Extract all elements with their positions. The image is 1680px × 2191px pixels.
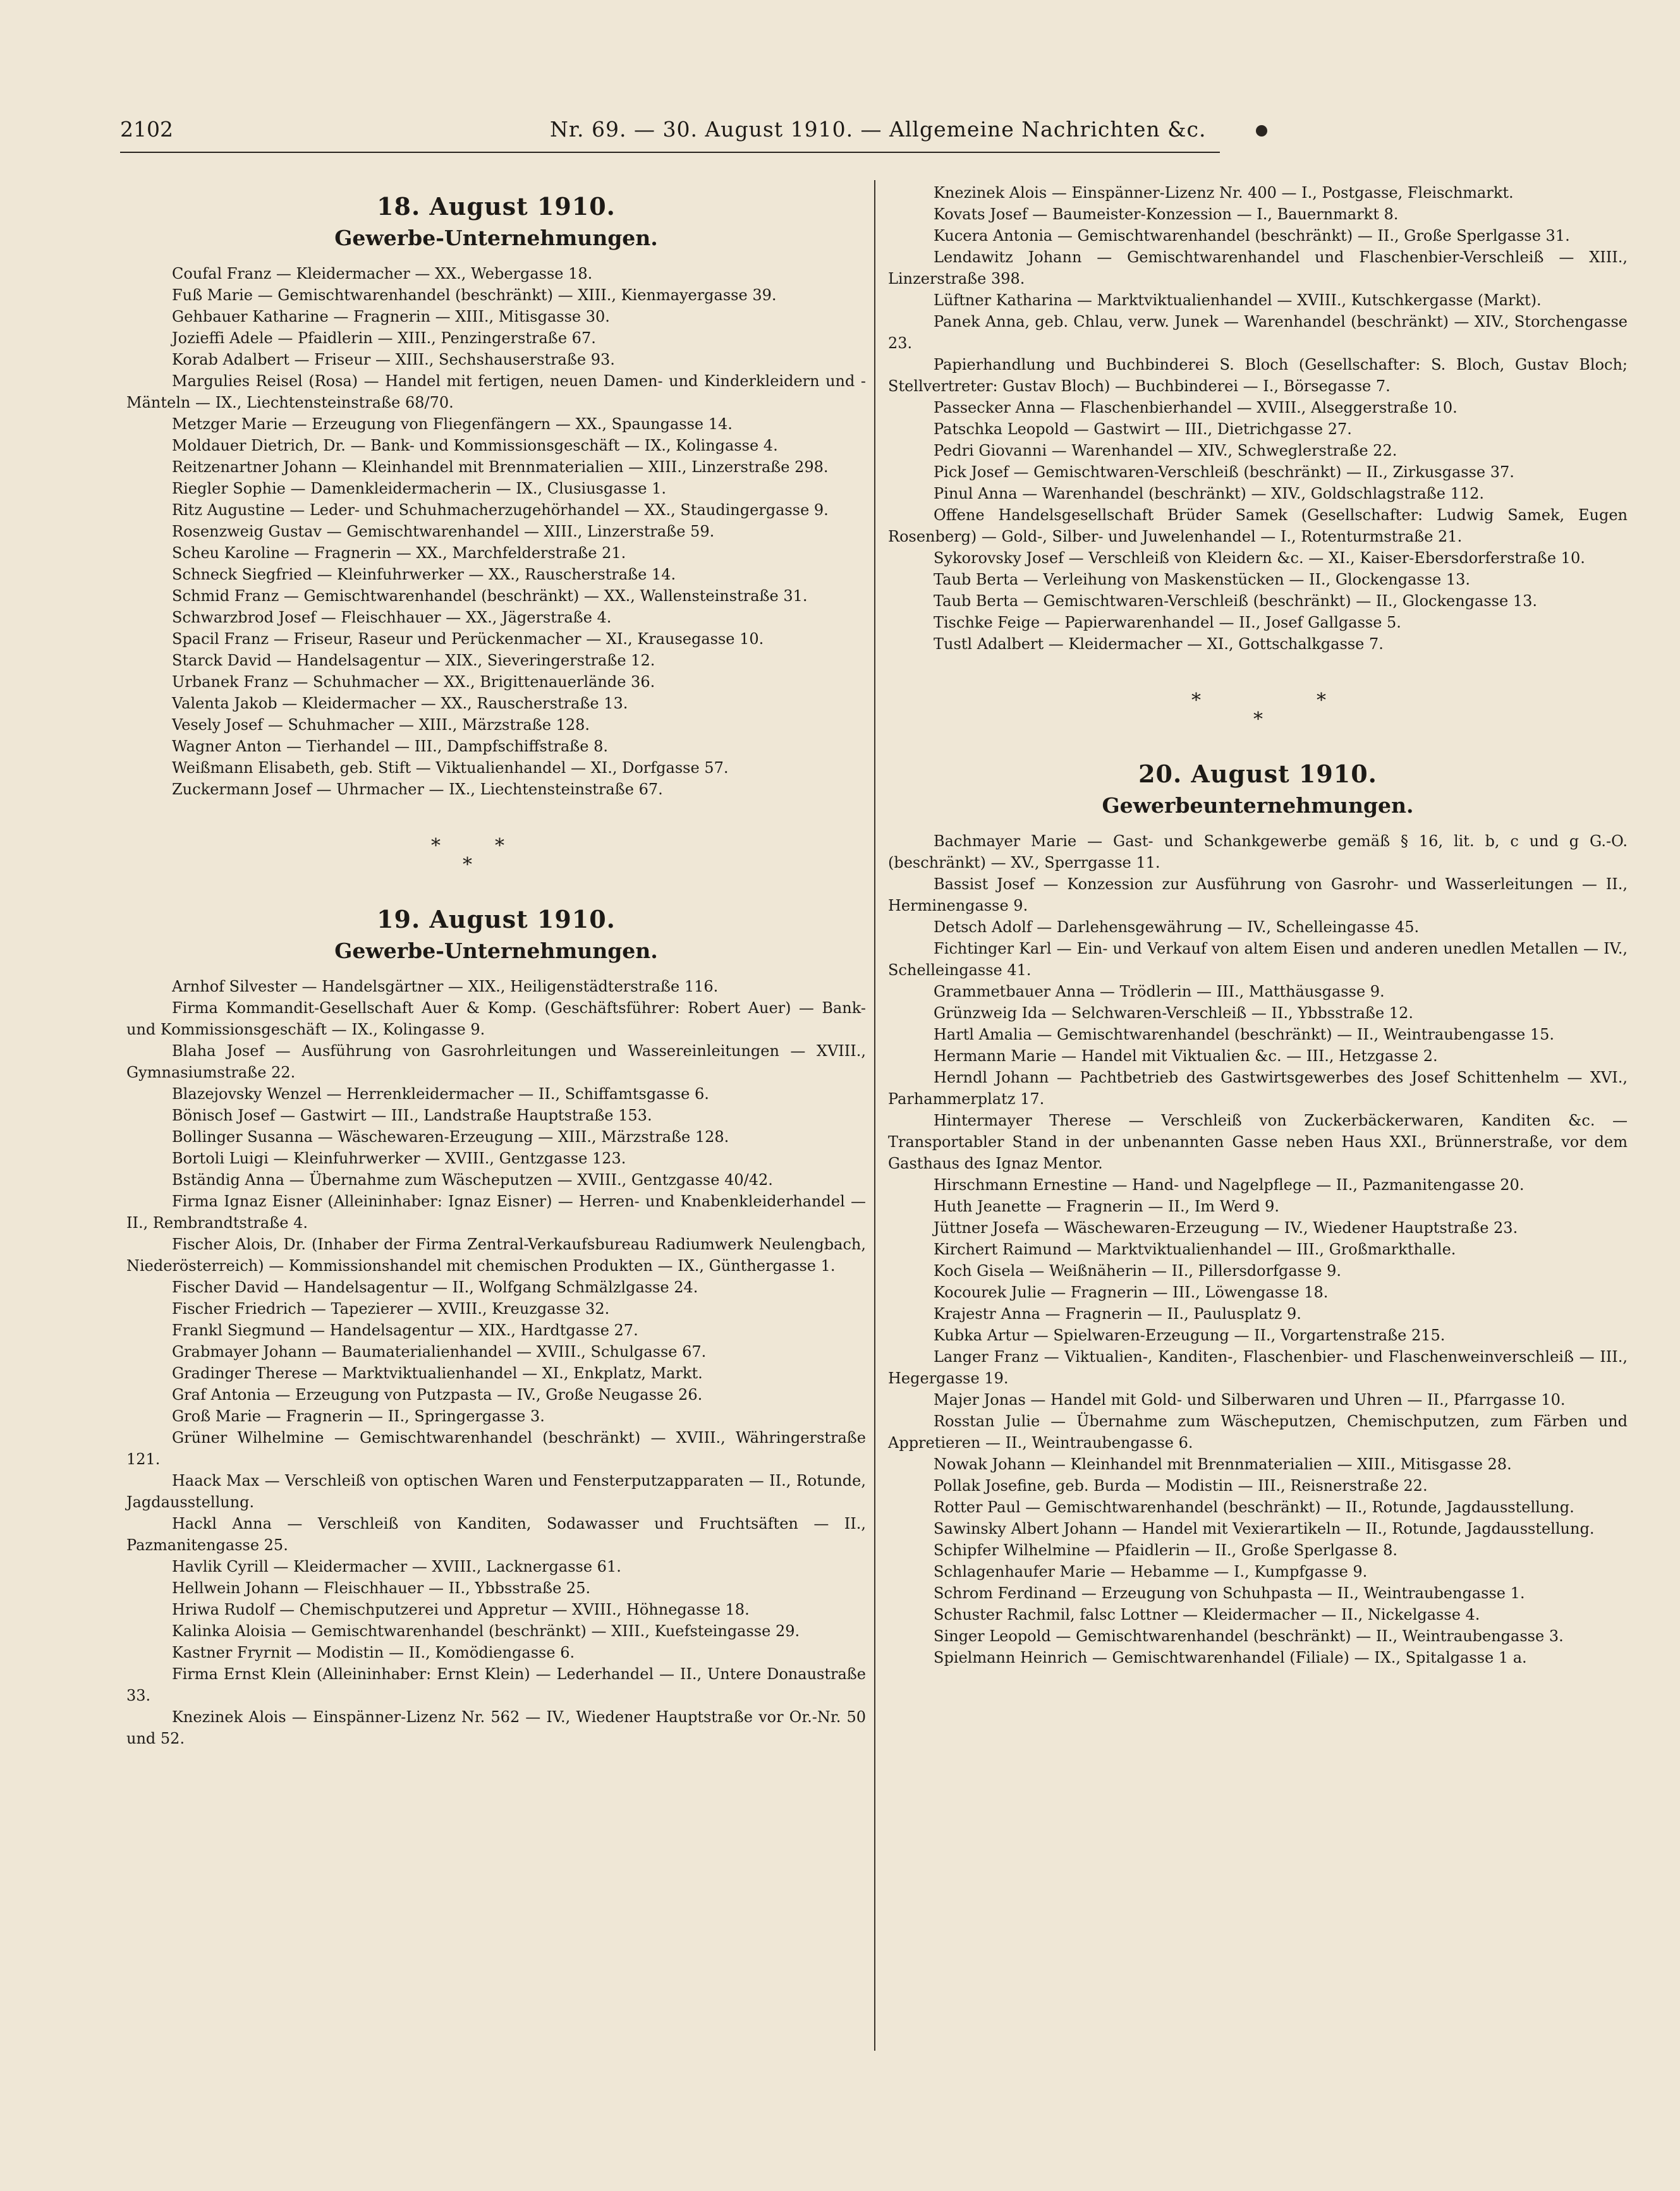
list-item: Zuckermann Josef — Uhrmacher — IX., Liechtensteinstraße 67. [172,780,663,798]
list-item: Hermann Marie — Handel mit Viktualien &c. — III., Hetzgasse 2. [934,1047,1438,1065]
list-item: Bönisch Josef — Gastwirt — III., Landstraße Hauptstraße 153. [172,1107,652,1124]
star: * [1253,708,1263,731]
separator-stars [888,655,1628,750]
list-item: Koch Gisela — Weißnäherin — II., Pillersdorfgasse 9. [934,1262,1341,1280]
list-item: Valenta Jakob — Kleidermacher — XX., Rauscherstraße 13. [172,695,628,712]
list-item: Schlagenhaufer Marie — Hebamme — I., Kumpfgasse 9. [934,1563,1368,1581]
list-item: Fischer Alois, Dr. (Inhaber der Firma Zentral-Verkaufsbureau Radiumwerk Neulengbach, Niederösterreich) — Kommissionshandel mit chemischen Produkten — IX., Günthergasse 1. [126,1235,866,1275]
list-item: Bständig Anna — Übernahme zum Wäscheputzen — XVIII., Gentzgasse 40/42. [172,1171,773,1189]
list-item: Hintermayer Therese — Verschleiß von Zuckerbäckerwaren, Kanditen &c. — Transportabler Stand in der unbenannten Gasse neben Haus XXI., Brünnerstraße, vor dem Gasthaus des Ignaz Mentor. [888,1112,1628,1172]
right-column [888,182,1628,1668]
list-item: Schmid Franz — Gemischtwarenhandel (beschränkt) — XX., Wallensteinstraße 31. [172,587,808,605]
list-item: Haack Max — Verschleiß von optischen Waren und Fensterputzapparaten — II., Rotunde, Jagdausstellung. [126,1472,866,1511]
list-item: Arnhof Silvester — Handelsgärtner — XIX., Heiligenstädterstraße 116. [172,978,719,995]
list-item: Fuß Marie — Gemischtwarenhandel (beschränkt) — XIII., Kienmayergasse 39. [172,286,777,304]
list-item: Tischke Feige — Papierwarenhandel — II., Josef Gallgasse 5. [934,614,1401,631]
list-item: Korab Adalbert — Friseur — XIII., Sechshauserstraße 93. [172,351,615,368]
list-item: Blaha Josef — Ausführung von Gasrohrleitungen und Wassereinleitungen — XVIII., Gymnasiumstraße 22. [126,1042,866,1081]
list-item: Kirchert Raimund — Marktviktualienhandel — III., Großmarkthalle. [934,1241,1456,1258]
list-item: Papierhandlung und Buchbinderei S. Bloch (Gesellschafter: S. Bloch, Gustav Bloch; Stellvertreter: Gustav Bloch) — Buchbinderei — I., Börsegasse 7. [888,356,1628,395]
ink-spot [1256,125,1267,137]
list-item: Coufal Franz — Kleidermacher — XX., Webergasse 18. [172,265,593,282]
list-item: Pedri Giovanni — Warenhandel — XIV., Schweglerstraße 22. [934,442,1397,459]
list-item: Jozieffi Adele — Pfaidlerin — XIII., Penzingerstraße 67. [172,329,596,347]
list-item: Margulies Reisel (Rosa) — Handel mit fertigen, neuen Damen- und Kinderkleidern und -Mänteln — IX., Liechtensteinstraße 68/70. [126,372,866,411]
list-item: Bassist Josef — Konzession zur Ausführung von Gasrohr- und Wasserleitungen — II., Herminengasse 9. [888,875,1628,914]
list-item: Rotter Paul — Gemischtwarenhandel (beschränkt) — II., Rotunde, Jagdausstellung. [934,1498,1574,1516]
list-item: Havlik Cyrill — Kleidermacher — XVIII., Lacknergasse 61. [172,1558,621,1575]
list-item: Lüftner Katharina — Marktviktualienhandel — XVIII., Kutschkergasse (Markt). [934,291,1542,309]
list-item: Graf Antonia — Erzeugung von Putzpasta — IV., Große Neugasse 26. [172,1386,703,1404]
list-item: Patschka Leopold — Gastwirt — III., Dietrichgasse 27. [934,420,1352,438]
list-item: Schuster Rachmil, falsc Lottner — Kleidermacher — II., Nickelgasse 4. [934,1606,1480,1624]
list-item: Kastner Fryrnit — Modistin — II., Komödiengasse 6. [172,1644,575,1661]
section-heading-19: Gewerbe-Unternehmungen. [334,938,658,963]
column-divider [874,180,875,2051]
list-item: Wagner Anton — Tierhandel — III., Dampfschiffstraße 8. [172,737,609,755]
list-item: Starck David — Handelsagentur — XIX., Sieveringerstraße 12. [172,652,655,669]
list-item: Kocourek Julie — Fragnerin — III., Löwengasse 18. [934,1284,1329,1301]
list-item: Knezinek Alois — Einspänner-Lizenz Nr. 562 — IV., Wiedener Hauptstraße vor Or.-Nr. 50 und 52. [126,1708,866,1747]
list-item: Passecker Anna — Flaschenbierhandel — XVIII., Alseggerstraße 10. [934,399,1458,416]
page-number: 2102 [120,117,173,142]
list-item: Bollinger Susanna — Wäschewaren-Erzeugung — XIII., Märzstraße 128. [172,1128,729,1146]
section-heading-18: Gewerbe-Unternehmungen. [334,226,658,250]
list-item: Moldauer Dietrich, Dr. — Bank- und Kommissionsgeschäft — IX., Kolingasse 4. [172,437,778,454]
header-title: Nr. 69. — 30. August 1910. — Allgemeine Nachrichten &c. [550,117,1207,142]
list-item: Groß Marie — Fragnerin — II., Springergasse 3. [172,1407,545,1425]
list-item: Riegler Sophie — Damenkleidermacherin — IX., Clusiusgasse 1. [172,480,667,497]
list-item: Urbanek Franz — Schuhmacher — XX., Brigittenauerlände 36. [172,673,655,691]
list-item: Huth Jeanette — Fragnerin — II., Im Werd 9. [934,1198,1279,1215]
list-item: Sykorovsky Josef — Verschleiß von Kleidern &c. — XI., Kaiser-Ebersdorferstraße 10. [934,549,1585,567]
list-item: Singer Leopold — Gemischtwarenhandel (beschränkt) — II., Weintraubengasse 3. [934,1627,1564,1645]
entries-continued [888,182,1628,655]
list-item: Hartl Amalia — Gemischtwarenhandel (beschränkt) — II., Weintraubengasse 15. [934,1026,1555,1043]
list-item: Grüner Wilhelmine — Gemischtwarenhandel (beschränkt) — XVIII., Währingerstraße 121. [126,1429,866,1468]
entries-18 [126,263,866,800]
date-heading-20: 20. August 1910. [1138,760,1377,788]
list-item: Firma Ignaz Eisner (Alleininhaber: Ignaz Eisner) — Herren- und Knabenkleiderhandel — II., Rembrandtstraße 4. [126,1193,866,1232]
list-item: Kalinka Aloisia — Gemischtwarenhandel (beschränkt) — XIII., Kuefsteingasse 29. [172,1622,800,1640]
list-item: Weißmann Elisabeth, geb. Stift — Viktualienhandel — XI., Dorfgasse 57. [172,759,729,777]
list-item: Jüttner Josefa — Wäschewaren-Erzeugung — IV., Wiedener Hauptstraße 23. [934,1219,1518,1237]
star: * [463,854,472,876]
list-item: Vesely Josef — Schuhmacher — XIII., Märzstraße 128. [172,716,590,734]
list-item: Reitzenartner Johann — Kleinhandel mit Brennmaterialien — XIII., Linzerstraße 298. [172,458,829,476]
list-item: Blazejovsky Wenzel — Herrenkleidermacher — II., Schiffamtsgasse 6. [172,1085,709,1103]
list-item: Krajestr Anna — Fragnerin — II., Paulusplatz 9. [934,1305,1301,1323]
date-heading-18: 18. August 1910. [377,192,616,221]
list-item: Hackl Anna — Verschleiß von Kanditen, Sodawasser und Fruchtsäften — II., Pazmanitengasse 25. [126,1515,866,1554]
date-heading-19: 19. August 1910. [377,905,616,933]
list-item: Fichtinger Karl — Ein- und Verkauf von altem Eisen und anderen unedlen Metallen — IV., Schelleingasse 41. [888,940,1628,979]
list-item: Offene Handelsgesellschaft Brüder Samek (Gesellschafter: Ludwig Samek, Eugen Rosenberg) — Gold-, Silber- und Juwelenhandel — I., Rotenturmstraße 21. [888,506,1628,545]
list-item: Frankl Siegmund — Handelsagentur — XIX., Hardtgasse 27. [172,1321,638,1339]
list-item: Gradinger Therese — Marktviktualienhandel — XI., Enkplatz, Markt. [172,1364,703,1382]
list-item: Spacil Franz — Friseur, Raseur und Perückenmacher — XI., Krausegasse 10. [172,630,764,648]
list-item: Schwarzbrod Josef — Fleischhauer — XX., Jägerstraße 4. [172,609,612,626]
star: * [1191,689,1201,712]
list-item: Firma Kommandit-Gesellschaft Auer & Komp. (Geschäftsführer: Robert Auer) — Bank- und Kommissionsgeschäft — IX., Kolingasse 9. [126,999,866,1038]
list-item: Tustl Adalbert — Kleidermacher — XI., Gottschalkgasse 7. [934,635,1384,653]
list-item: Schrom Ferdinand — Erzeugung von Schuhpasta — II., Weintraubengasse 1. [934,1584,1525,1602]
list-item: Fischer David — Handelsagentur — II., Wolfgang Schmälzlgasse 24. [172,1278,698,1296]
list-item: Fischer Friedrich — Tapezierer — XVIII., Kreuzgasse 32. [172,1300,610,1318]
list-item: Gehbauer Katharine — Fragnerin — XIII., Mitisgasse 30. [172,308,610,325]
list-item: Rosenzweig Gustav — Gemischtwarenhandel — XIII., Linzerstraße 59. [172,523,715,540]
list-item: Spielmann Heinrich — Gemischtwarenhandel (Filiale) — IX., Spitalgasse 1 a. [934,1649,1527,1666]
list-item: Herndl Johann — Pachtbetrieb des Gastwirtsgewerbes des Josef Schittenhelm — XVI., Parhammerplatz 17. [888,1069,1628,1108]
page-header [120,107,1220,153]
separator-stars [126,800,866,895]
list-item: Sawinsky Albert Johann — Handel mit Vexierartikeln — II., Rotunde, Jagdausstellung. [934,1520,1595,1538]
list-item: Scheu Karoline — Fragnerin — XX., Marchfelderstraße 21. [172,544,626,562]
list-item: Panek Anna, geb. Chlau, verw. Junek — Warenhandel (beschränkt) — XIV., Storchengasse 23. [888,313,1628,352]
list-item: Grünzweig Ida — Selchwaren-Verschleiß — II., Ybbsstraße 12. [934,1004,1413,1022]
list-item: Grabmayer Johann — Baumaterialienhandel — XVIII., Schulgasse 67. [172,1343,707,1361]
list-item: Ritz Augustine — Leder- und Schuhmacherzugehörhandel — XX., Staudingergasse 9. [172,501,829,519]
list-item: Lendawitz Johann — Gemischtwarenhandel und Flaschenbier-Verschleiß — XIII., Linzerstraße 398. [888,248,1628,288]
list-item: Hellwein Johann — Fleischhauer — II., Ybbsstraße 25. [172,1579,591,1597]
entries-19 [126,976,866,1749]
list-item: Bortoli Luigi — Kleinfuhrwerker — XVIII., Gentzgasse 123. [172,1150,626,1167]
list-item: Kubka Artur — Spielwaren-Erzeugung — II., Vorgartenstraße 215. [934,1326,1446,1344]
list-item: Rosstan Julie — Übernahme zum Wäscheputzen, Chemischputzen, zum Färben und Appretieren — II., Weintraubengasse 6. [888,1412,1628,1452]
list-item: Schipfer Wilhelmine — Pfaidlerin — II., Große Sperlgasse 8. [934,1541,1397,1559]
list-item: Pick Josef — Gemischtwaren-Verschleiß (beschränkt) — II., Zirkusgasse 37. [934,463,1514,481]
entries-20 [888,830,1628,1668]
list-item: Pollak Josefine, geb. Burda — Modistin — III., Reisnerstraße 22. [934,1477,1428,1495]
list-item: Kucera Antonia — Gemischtwarenhandel (beschränkt) — II., Große Sperlgasse 31. [934,227,1570,245]
list-item: Hirschmann Ernestine — Hand- und Nagelpflege — II., Pazmanitengasse 20. [934,1176,1525,1194]
left-column [126,182,866,1749]
list-item: Grammetbauer Anna — Trödlerin — III., Matthäusgasse 9. [934,983,1385,1000]
list-item: Nowak Johann — Kleinhandel mit Brennmaterialien — XIII., Mitisgasse 28. [934,1455,1512,1473]
list-item: Majer Jonas — Handel mit Gold- und Silberwaren und Uhren — II., Pfarrgasse 10. [934,1391,1566,1409]
list-item: Schneck Siegfried — Kleinfuhrwerker — XX., Rauscherstraße 14. [172,566,676,583]
list-item: Firma Ernst Klein (Alleininhaber: Ernst Klein) — Lederhandel — II., Untere Donaustraße 33. [126,1665,866,1704]
star: * [431,835,441,857]
star: * [1317,689,1326,712]
list-item: Knezinek Alois — Einspänner-Lizenz Nr. 400 — I., Postgasse, Fleischmarkt. [934,184,1514,202]
list-item: Langer Franz — Viktualien-, Kanditen-, Flaschenbier- und Flaschenweinverschleiß — III., Hegergasse 19. [888,1348,1628,1387]
list-item: Hriwa Rudolf — Chemischputzerei und Appretur — XVIII., Höhnegasse 18. [172,1601,750,1618]
list-item: Taub Berta — Verleihung von Maskenstücken — II., Glockengasse 13. [934,571,1471,588]
list-item: Bachmayer Marie — Gast- und Schankgewerbe gemäß § 16, lit. b, c und g G.-O. (beschränkt) — XV., Sperrgasse 11. [888,832,1628,871]
list-item: Metzger Marie — Erzeugung von Fliegenfängern — XX., Spaungasse 14. [172,415,733,433]
list-item: Kovats Josef — Baumeister-Konzession — I., Bauernmarkt 8. [934,205,1399,223]
section-heading-20: Gewerbeunternehmungen. [1102,793,1414,818]
star: * [495,835,504,857]
list-item: Detsch Adolf — Darlehensgewährung — IV., Schelleingasse 45. [934,918,1420,936]
list-item: Pinul Anna — Warenhandel (beschränkt) — XIV., Goldschlagstraße 112. [934,485,1485,502]
list-item: Taub Berta — Gemischtwaren-Verschleiß (beschränkt) — II., Glockengasse 13. [934,592,1537,610]
